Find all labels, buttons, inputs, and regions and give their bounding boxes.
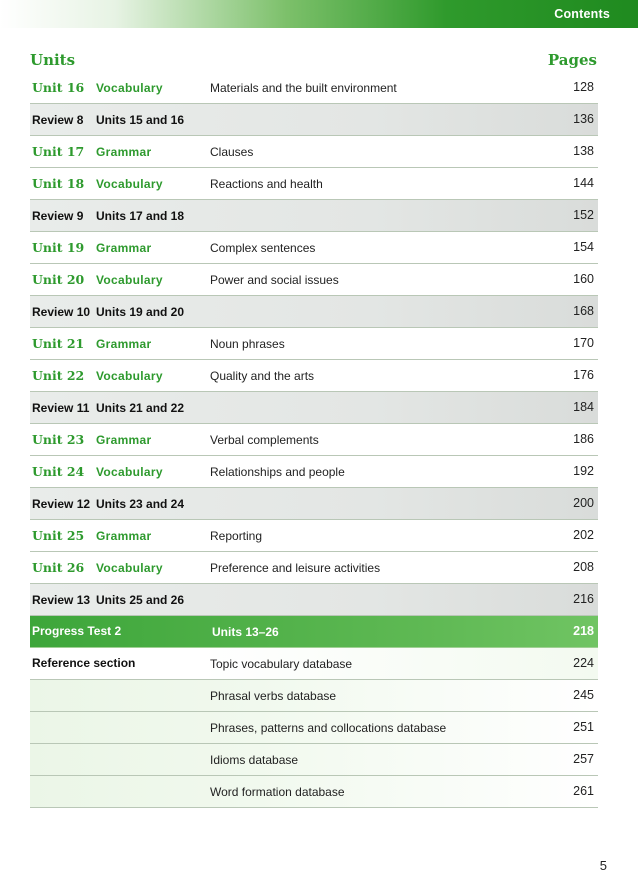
row-topic: Complex sentences <box>210 241 316 255</box>
row-category: Units 25 and 26 <box>96 593 185 607</box>
row-topic: Idioms database <box>210 753 299 767</box>
row-topic: Verbal complements <box>210 433 319 447</box>
row-label: Unit 18 <box>32 176 85 191</box>
row-page-number: 144 <box>573 176 594 190</box>
review-row[interactable] <box>30 584 598 616</box>
row-topic: Noun phrases <box>210 337 285 351</box>
row-category: Units 17 and 18 <box>96 209 185 223</box>
row-category: Vocabulary <box>96 273 163 287</box>
row-page-number: 245 <box>573 688 594 702</box>
header-bar <box>0 0 638 28</box>
row-topic: Word formation database <box>210 785 345 799</box>
row-label: Progress Test 2 <box>32 624 122 638</box>
page-number: 5 <box>599 858 607 873</box>
review-row[interactable] <box>30 392 598 424</box>
row-topic: Phrases, patterns and collocations database <box>210 721 447 735</box>
row-page-number: 257 <box>573 752 594 766</box>
unit-row[interactable] <box>30 552 598 584</box>
row-page-number: 186 <box>573 432 594 446</box>
row-category: Units 13–26 <box>212 625 279 639</box>
row-topic: Topic vocabulary database <box>210 657 353 671</box>
review-row[interactable] <box>30 104 598 136</box>
row-page-number: 160 <box>573 272 594 286</box>
row-category: Units 23 and 24 <box>96 497 185 511</box>
row-label: Review 9 <box>32 209 84 223</box>
row-category: Vocabulary <box>96 465 163 479</box>
unit-row[interactable] <box>30 424 598 456</box>
row-page-number: 136 <box>573 112 594 126</box>
unit-row[interactable] <box>30 360 598 392</box>
row-page-number: 200 <box>573 496 594 510</box>
row-category: Vocabulary <box>96 177 163 191</box>
row-category: Grammar <box>96 433 152 447</box>
row-category: Grammar <box>96 337 152 351</box>
row-label: Unit 19 <box>32 240 85 255</box>
row-page-number: 128 <box>573 80 594 94</box>
reference-row[interactable] <box>30 712 598 744</box>
reference-row[interactable] <box>30 776 598 808</box>
row-label: Unit 25 <box>32 528 85 543</box>
unit-row[interactable] <box>30 520 598 552</box>
row-label: Review 11 <box>32 401 90 415</box>
row-label: Review 13 <box>32 593 91 607</box>
unit-row[interactable] <box>30 168 598 200</box>
row-category: Units 21 and 22 <box>96 401 185 415</box>
unit-row[interactable] <box>30 328 598 360</box>
row-label: Unit 24 <box>32 464 85 479</box>
row-label: Unit 23 <box>32 432 85 447</box>
row-label: Unit 20 <box>32 272 85 287</box>
row-label: Reference section <box>32 656 136 670</box>
row-page-number: 192 <box>573 464 594 478</box>
row-category: Vocabulary <box>96 561 163 575</box>
row-page-number: 154 <box>573 240 594 254</box>
row-category: Units 15 and 16 <box>96 113 185 127</box>
row-page-number: 216 <box>573 592 594 606</box>
unit-row[interactable] <box>30 136 598 168</box>
header-title: Contents <box>554 7 610 21</box>
row-page-number: 218 <box>573 624 594 638</box>
row-category: Units 19 and 20 <box>96 305 185 319</box>
row-page-number: 176 <box>573 368 594 382</box>
row-category: Grammar <box>96 529 152 543</box>
unit-row[interactable] <box>30 264 598 296</box>
reference-row[interactable] <box>30 648 598 680</box>
row-topic: Power and social issues <box>210 273 339 287</box>
row-page-number: 224 <box>573 656 594 670</box>
row-topic: Quality and the arts <box>210 369 315 383</box>
row-label: Review 8 <box>32 113 84 127</box>
unit-row[interactable] <box>30 72 598 104</box>
row-label: Review 10 <box>32 305 91 319</box>
review-row[interactable] <box>30 488 598 520</box>
row-topic: Reactions and health <box>210 177 323 191</box>
row-page-number: 261 <box>573 784 594 798</box>
row-page-number: 184 <box>573 400 594 414</box>
row-page-number: 170 <box>573 336 594 350</box>
row-topic: Materials and the built environment <box>210 81 397 95</box>
row-page-number: 168 <box>573 304 594 318</box>
pages-column-heading: Pages <box>547 51 597 69</box>
row-page-number: 251 <box>573 720 594 734</box>
row-page-number: 138 <box>573 144 594 158</box>
row-category: Grammar <box>96 241 152 255</box>
row-page-number: 202 <box>573 528 594 542</box>
row-category: Grammar <box>96 145 152 159</box>
units-column-heading: Units <box>30 51 76 69</box>
row-topic: Phrasal verbs database <box>210 689 337 703</box>
row-label: Unit 16 <box>32 80 85 95</box>
unit-row[interactable] <box>30 456 598 488</box>
reference-row[interactable] <box>30 680 598 712</box>
row-label: Unit 26 <box>32 560 85 575</box>
row-category: Vocabulary <box>96 81 163 95</box>
reference-row[interactable] <box>30 744 598 776</box>
row-label: Unit 17 <box>32 144 85 159</box>
unit-row[interactable] <box>30 232 598 264</box>
review-row[interactable] <box>30 296 598 328</box>
progress-test-row[interactable] <box>30 616 598 648</box>
row-page-number: 152 <box>573 208 594 222</box>
row-topic: Relationships and people <box>210 465 345 479</box>
row-topic: Preference and leisure activities <box>210 561 381 575</box>
row-topic: Clauses <box>210 145 254 159</box>
row-topic: Reporting <box>210 529 263 543</box>
row-page-number: 208 <box>573 560 594 574</box>
row-category: Vocabulary <box>96 369 163 383</box>
row-label: Unit 21 <box>32 336 85 351</box>
row-label: Unit 22 <box>32 368 85 383</box>
row-label: Review 12 <box>32 497 91 511</box>
contents-table <box>30 72 598 808</box>
review-row[interactable] <box>30 200 598 232</box>
